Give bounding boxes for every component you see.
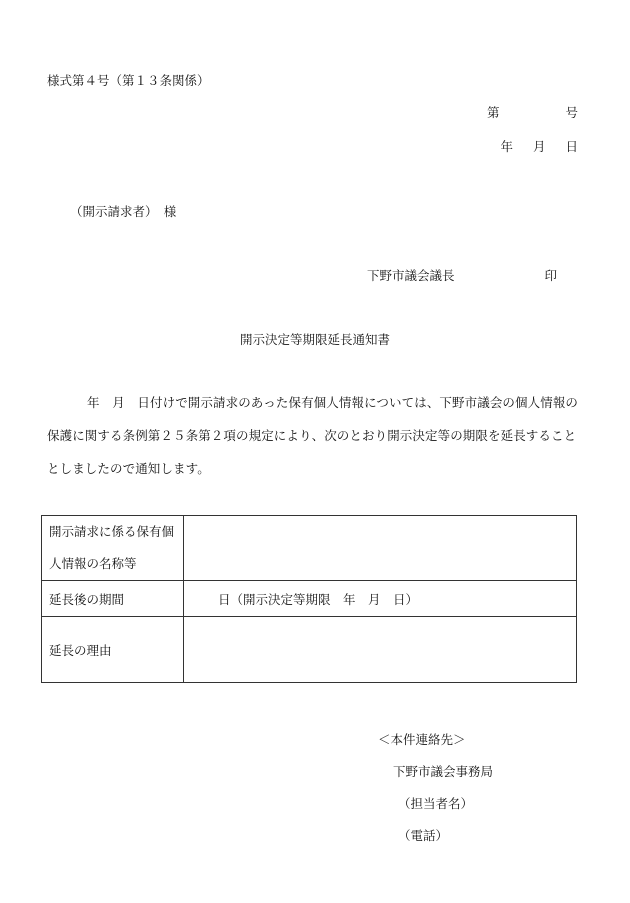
addressee: （開示請求者） 様 (70, 204, 177, 219)
info-table (41, 515, 577, 683)
table-label-cell: 延長の理由 (42, 617, 184, 683)
document-number-line (487, 103, 578, 121)
table-row (42, 516, 577, 581)
contact-block (378, 724, 493, 852)
document-title: 開示決定等期限延長通知書 (239, 332, 390, 347)
body-paragraph: 年 月 日付けで開示請求のあった保有個人情報については、下野市議会の個人情報の保護に関する条例第２５条第２項の規定により、次のとおり開示決定等の期限を延長することとしましたので通知します。 (47, 395, 579, 476)
table-value-cell: 日（開示決定等期限 年 月 日） (184, 581, 577, 617)
table-value-cell (184, 516, 577, 581)
contact-phone: （電話） (398, 828, 449, 843)
table-row (42, 581, 577, 617)
table-label-cell: 延長後の期間 (42, 581, 184, 617)
date-line (500, 137, 578, 155)
table-value-cell (184, 617, 577, 683)
issuer-line (367, 266, 557, 284)
document-number-suffix: 号 (565, 105, 578, 120)
date-month: 月 (532, 139, 546, 154)
date-day: 日 (565, 139, 578, 154)
seal-mark: 印 (544, 268, 558, 283)
form-number: 様式第４号（第１３条関係） (47, 73, 210, 88)
table-row (42, 617, 577, 683)
table-label-cell: 開示請求に係る保有個人情報の名称等 (42, 516, 184, 581)
issuer-name: 下野市議会議長 (367, 268, 455, 283)
document-number-prefix: 第 (486, 105, 500, 120)
contact-office: 下野市議会事務局 (393, 764, 494, 779)
date-year: 年 (500, 139, 513, 154)
contact-heading: ＜本件連絡先＞ (378, 732, 466, 747)
contact-person: （担当者名） (398, 796, 474, 811)
